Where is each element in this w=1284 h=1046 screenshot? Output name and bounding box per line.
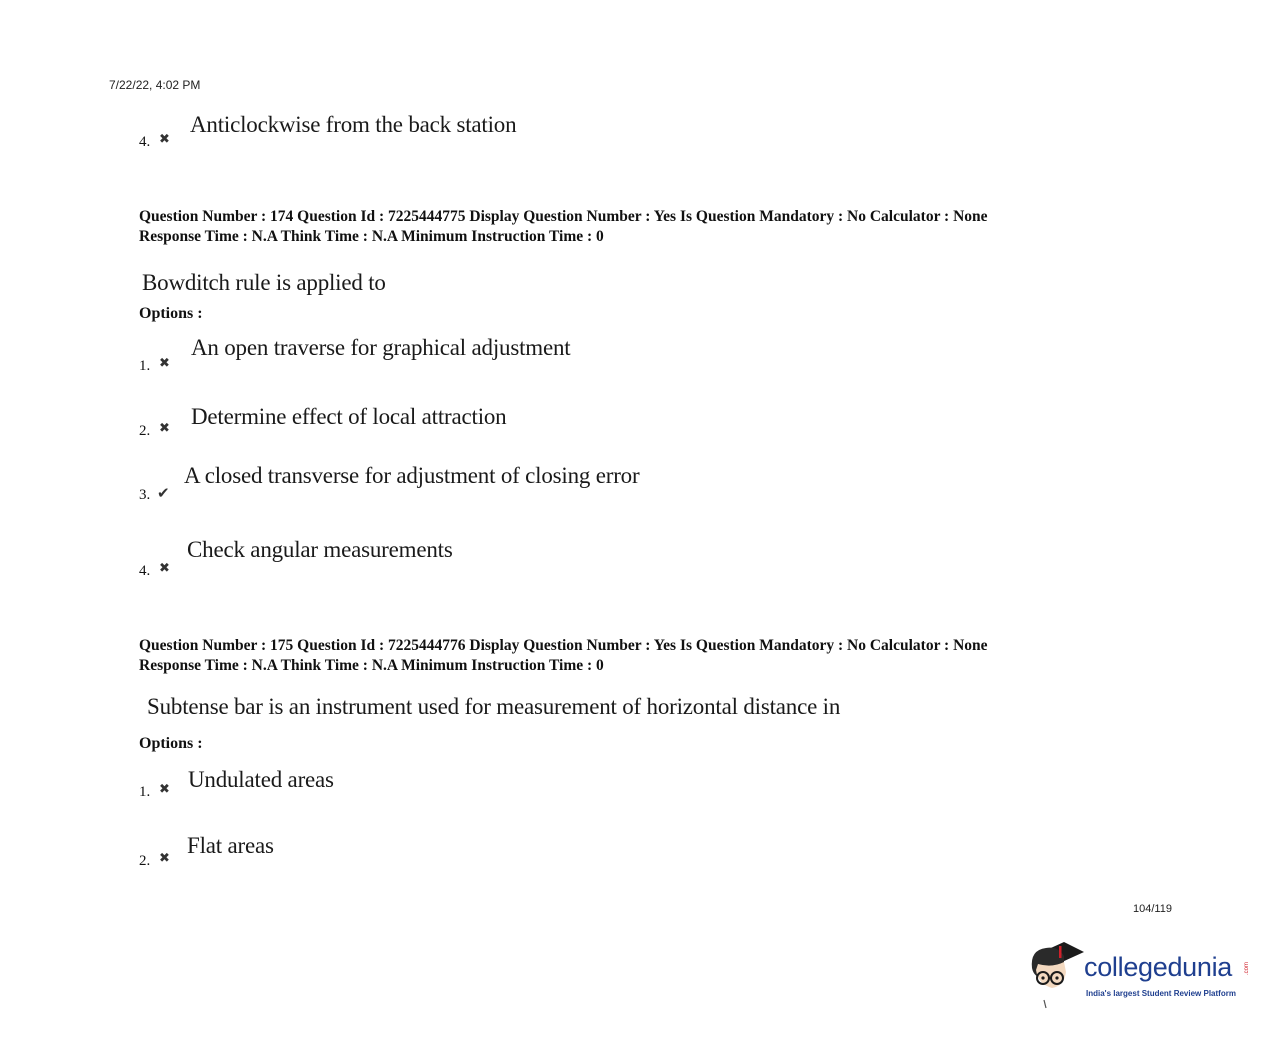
option-text: Undulated areas	[188, 767, 334, 792]
question-174-meta	[139, 207, 988, 247]
options-label: Options :	[139, 735, 203, 752]
option-text: Determine effect of local attraction	[191, 404, 507, 429]
option-text: Check angular measurements	[187, 537, 453, 562]
wrong-mark-icon: ✖	[159, 560, 170, 575]
prev-question-option-4	[139, 112, 739, 152]
option-text: An open traverse for graphical adjustment	[191, 335, 571, 360]
question-174-option-4	[139, 537, 839, 577]
question-175-meta	[139, 636, 988, 676]
option-number: 4.	[139, 563, 151, 579]
question-175-option-2	[139, 833, 839, 873]
collegedunia-logo	[1024, 938, 1264, 1010]
brand-suffix: .com	[1244, 962, 1250, 976]
wrong-mark-icon: ✖	[159, 355, 170, 370]
question-174-text: Bowditch rule is applied to	[142, 270, 386, 295]
option-number: 2.	[139, 423, 151, 439]
mascot-icon	[1024, 938, 1086, 1010]
question-175-text: Subtense bar is an instrument used for measurement of horizontal distance in	[147, 694, 841, 719]
option-number: 2.	[139, 853, 151, 869]
option-number: 1.	[139, 784, 151, 800]
print-timestamp: 7/22/22, 4:02 PM	[109, 78, 201, 92]
wrong-mark-icon: ✖	[159, 420, 170, 435]
brand-name: collegedunia	[1084, 952, 1233, 982]
correct-check-icon: ✔	[157, 486, 170, 502]
wrong-mark-icon: ✖	[159, 131, 170, 146]
brand-tagline: India's largest Student Review Platform	[1086, 989, 1236, 998]
option-text: A closed transverse for adjustment of closing error	[184, 463, 640, 488]
wrong-mark-icon: ✖	[159, 850, 170, 865]
option-number: 1.	[139, 358, 151, 374]
question-meta-line-2: Response Time : N.A Think Time : N.A Minimum Instruction Time : 0	[139, 228, 604, 245]
option-number: 3.	[139, 487, 151, 503]
wrong-mark-icon: ✖	[159, 781, 170, 796]
page-number: 104/119	[1133, 903, 1172, 915]
option-number: 4.	[139, 134, 151, 150]
option-text: Anticlockwise from the back station	[190, 112, 517, 137]
option-text: Flat areas	[187, 833, 274, 858]
question-174-option-2	[139, 404, 839, 444]
question-meta-line-2: Response Time : N.A Think Time : N.A Minimum Instruction Time : 0	[139, 657, 604, 674]
question-meta-line-1: Question Number : 175 Question Id : 7225444776 Display Question Number : Yes Is Question Mandatory : No Calculator : None	[139, 637, 988, 654]
question-174-option-3	[139, 463, 839, 503]
options-label: Options :	[139, 305, 203, 322]
question-174-option-1	[139, 335, 839, 375]
question-175-option-1	[139, 767, 839, 807]
question-meta-line-1: Question Number : 174 Question Id : 7225444775 Display Question Number : Yes Is Question Mandatory : No Calculator : None	[139, 208, 988, 225]
